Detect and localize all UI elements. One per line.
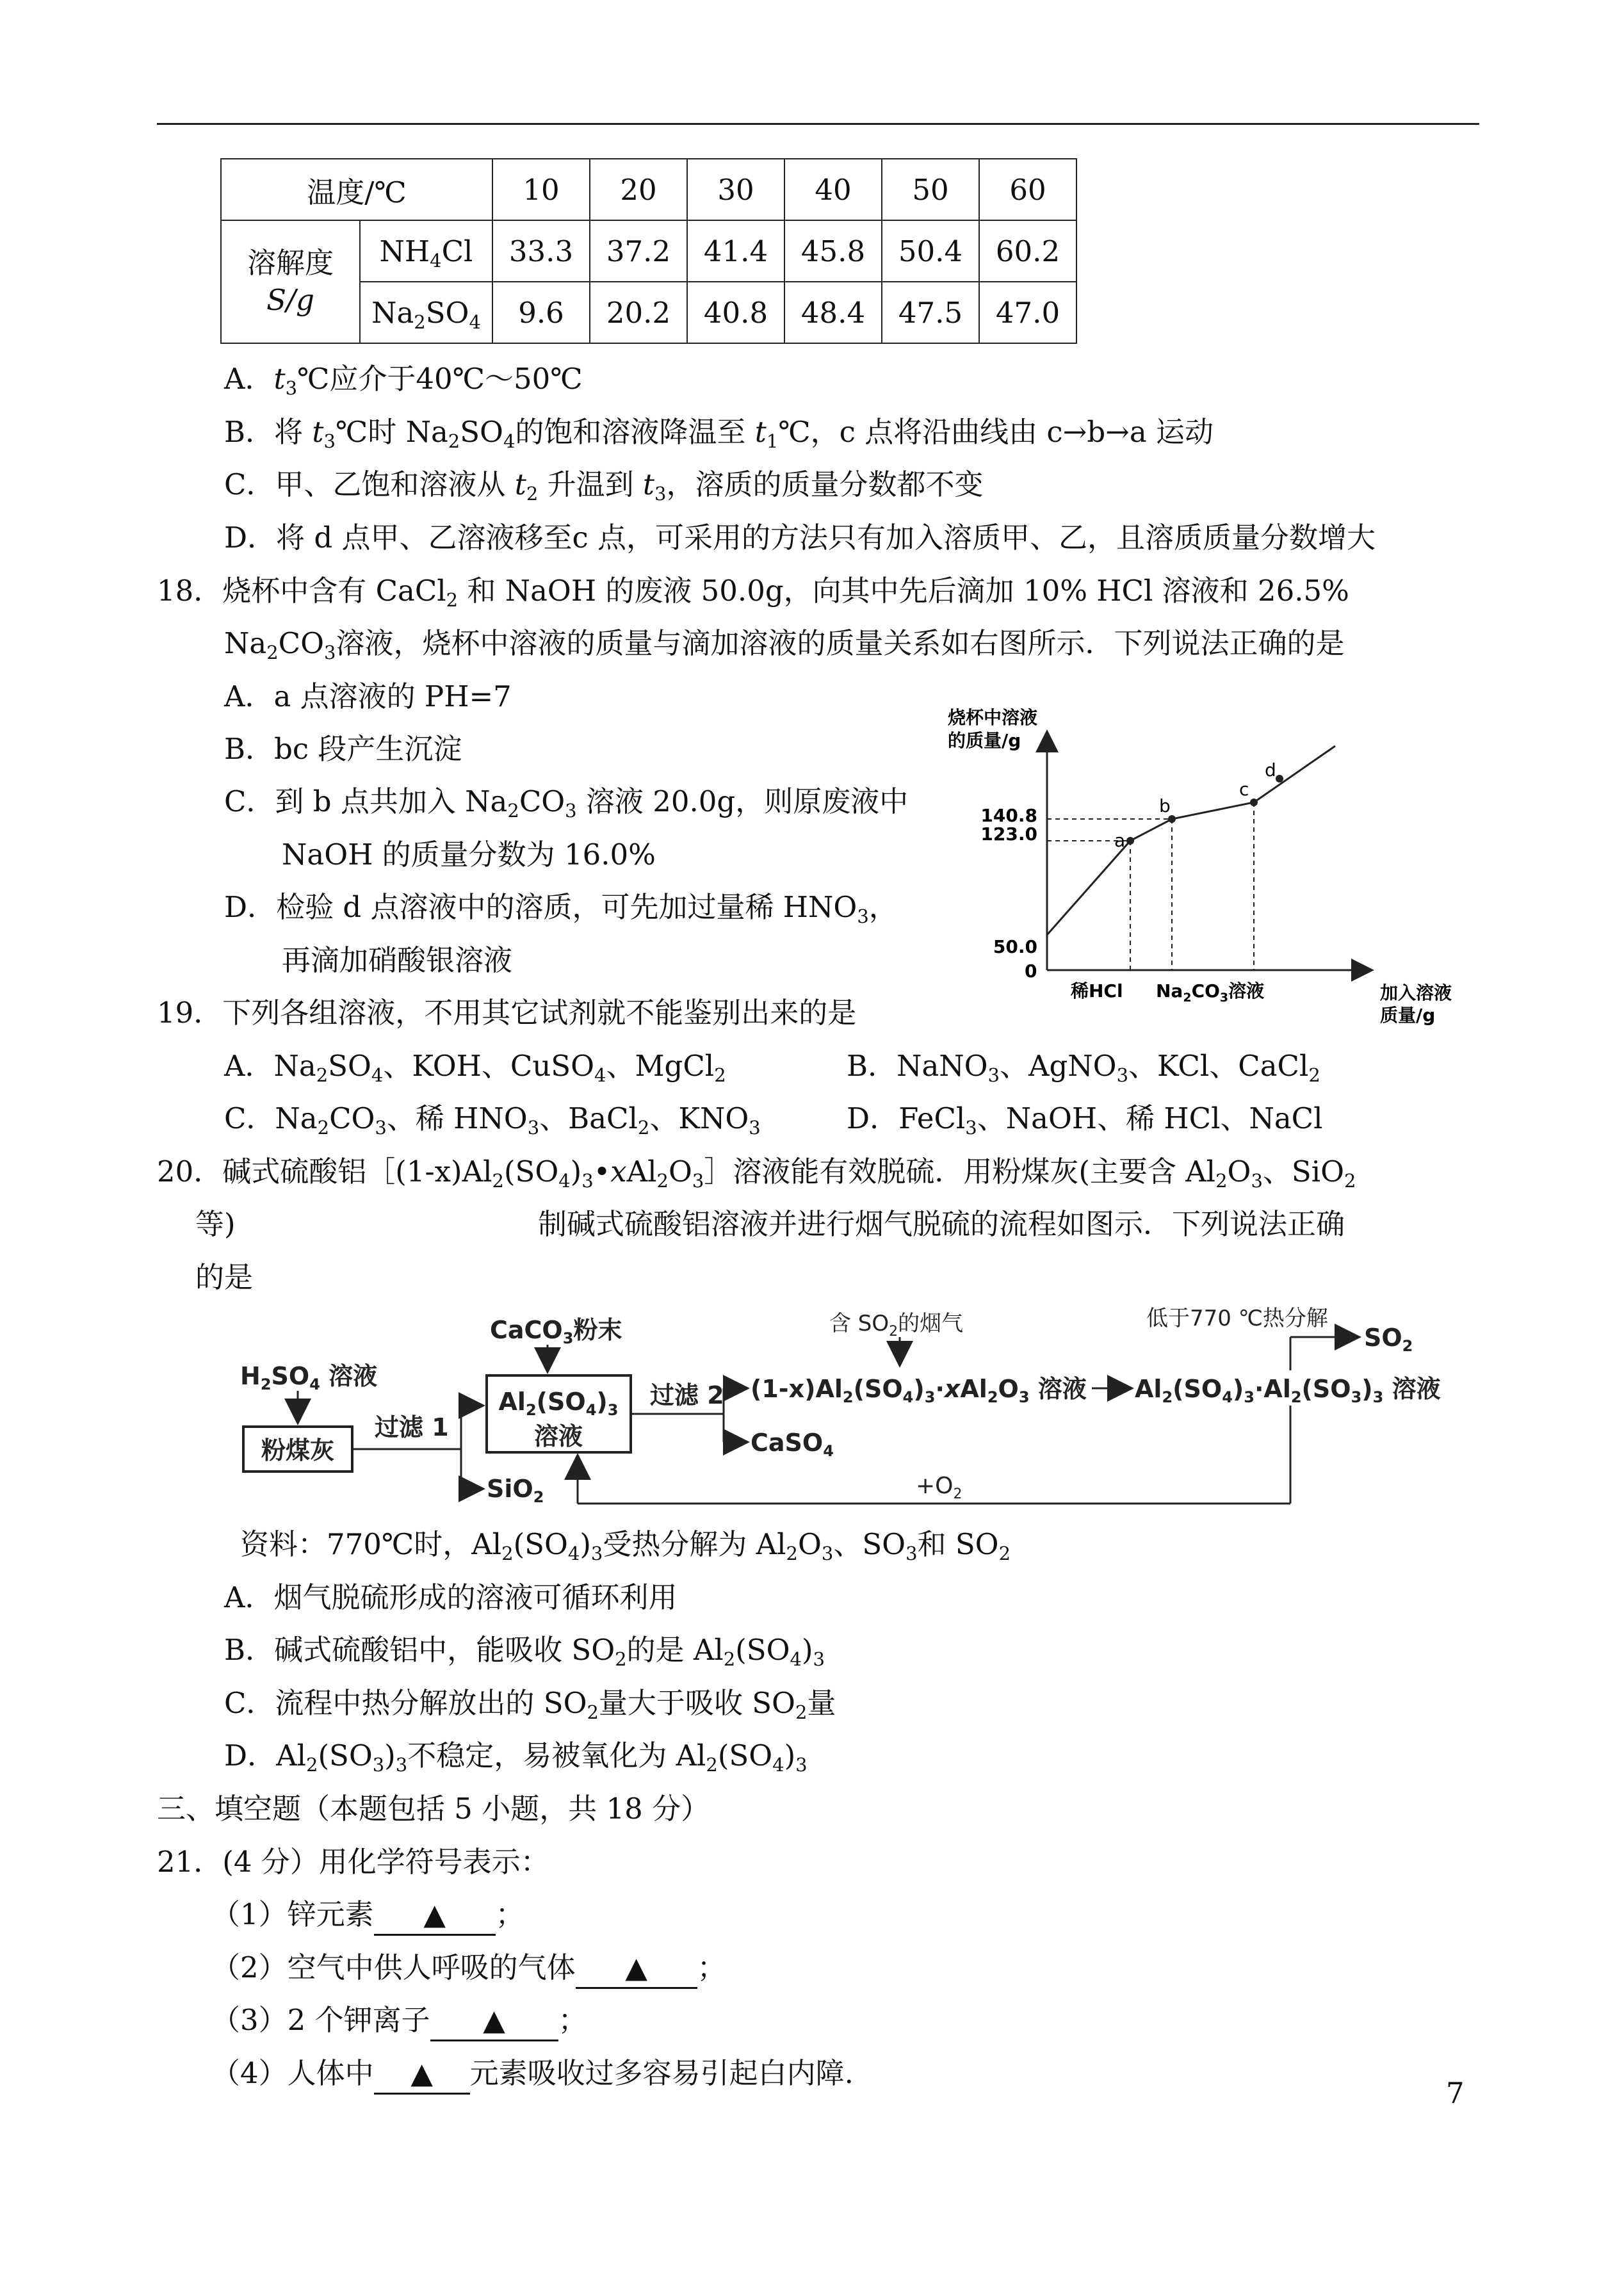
q21-part-4: （4）人体中 ▲ 元素吸收过多容易引起白内障. xyxy=(211,2054,854,2095)
q21-part-2: （2）空气中供人呼吸的气体 ▲ ； xyxy=(211,1949,726,1989)
q20-stem: 制碱式硫酸铝溶液并进行烟气脱硫的流程如图示．下列说法正确 xyxy=(538,1207,1345,1241)
q20-option-a: A．烟气脱硫形成的溶液可循环利用 xyxy=(224,1580,678,1614)
answer-blank[interactable]: ▲ xyxy=(576,1949,697,1989)
solubility-label: 溶解度 S/g xyxy=(221,220,360,343)
table-cell: 37.2 xyxy=(590,220,687,282)
table-cell: 10 xyxy=(492,159,590,220)
table-cell: 47.5 xyxy=(882,282,979,343)
temp-header: 温度/℃ xyxy=(221,159,492,220)
q21-stem: 21．(4 分）用化学符号表示： xyxy=(157,1845,549,1879)
q20-option-c: C．流程中热分解放出的 $SO_2$量大于吸收 $SO_2$量 xyxy=(224,1686,836,1723)
q18-option-d: 再滴加硝酸银溶液 xyxy=(282,943,513,977)
na2so4-label: $Na_2SO_4$ xyxy=(360,282,492,343)
origin-label: 0 xyxy=(1025,961,1037,982)
flow-diagram xyxy=(231,1300,1479,1518)
so2-label: $SO_2$ xyxy=(1364,1324,1413,1355)
q19-option-b: B．NaNO$_3$、AgNO$_3$、KCl、CaCl$_2$ xyxy=(847,1049,1320,1086)
q17-option-d: D．将 d 点甲、乙溶液移至c 点，可采用的方法只有加入溶质甲、乙，且溶质质量分数增大 xyxy=(224,521,1376,555)
table-row xyxy=(221,159,1076,220)
page-number: 7 xyxy=(1446,2076,1465,2110)
o2-label: $+O_2$ xyxy=(916,1473,962,1502)
q19-stem: 19．下列各组溶液，不用其它试剂就不能鉴别出来的是 xyxy=(157,996,857,1030)
nh4cl-label: $NH_4Cl$ xyxy=(360,220,492,282)
q17-option-b: B．将 $t_3℃$时 $Na_2SO_4$的饱和溶液降温至 $t_1℃$，c 点将沿曲线由 c→b→a 运动 xyxy=(224,415,1214,452)
y-tick: 140.8 xyxy=(980,805,1037,826)
caso4-label: CaSO$_4$ xyxy=(751,1429,834,1460)
x-segment-label: $Na_2CO_3$溶液 xyxy=(1156,980,1265,1005)
caco3-label: CaCO$_3$粉末 xyxy=(490,1316,622,1347)
x-axis-label: 加入溶液 xyxy=(1380,982,1452,1003)
x-segment-label: 稀HCl xyxy=(1071,980,1123,1002)
table-cell: 20 xyxy=(590,159,687,220)
q20-stem: 的是 xyxy=(195,1260,254,1294)
q18-option-c: NaOH 的质量分数为 16.0% xyxy=(282,838,656,872)
answer-blank[interactable]: ▲ xyxy=(374,1895,496,1936)
point-label: b xyxy=(1159,795,1171,816)
q18-option-d: D．检验 d 点溶液中的溶质，可先加过量稀 $HNO_3$， xyxy=(224,890,898,927)
y-tick: 50.0 xyxy=(993,936,1037,957)
answer-blank[interactable]: ▲ xyxy=(374,2054,470,2095)
q20-option-b: B．碱式硫酸铝中，能吸收 $SO_2$的是 $Al_2(SO_4)_3$ xyxy=(224,1633,825,1670)
q21-part-3: （3）2 个钾离子 ▲ ； xyxy=(211,2001,587,2041)
q21-part-1: （1）锌元素 ▲ ； xyxy=(211,1895,524,1936)
y-axis-label: 烧杯中溶液 xyxy=(948,707,1038,728)
q19-option-d: D．FeCl$_3$、NaOH、稀 HCl、NaCl xyxy=(847,1101,1323,1139)
product2-label: $Al_2(SO_4)_3\cdot Al_2(SO_3)_3$ 溶液 xyxy=(1135,1375,1441,1406)
q18-stem: 18．烧杯中含有 CaCl$_2$ 和 NaOH 的废液 50.0g，向其中先后滴加 10% HCl 溶液和 26.5% xyxy=(157,574,1349,611)
point-label: d xyxy=(1265,759,1276,781)
mass-graph xyxy=(935,698,1479,1037)
product1-label: $(1-x)Al_2(SO_4)_3\cdot xAl_2O_3$ 溶液 xyxy=(751,1375,1087,1406)
table-cell: 30 xyxy=(687,159,784,220)
h2so4-label: $H_2SO_4$ 溶液 xyxy=(240,1362,378,1393)
al2so43-label: $Al_2(SO_4)_3$ xyxy=(498,1388,619,1419)
table-cell: 45.8 xyxy=(784,220,882,282)
table-cell: 33.3 xyxy=(492,220,590,282)
point-label: c xyxy=(1239,779,1249,800)
answer-blank[interactable]: ▲ xyxy=(430,2001,558,2041)
q17-option-a: A．$t_3℃$应介于40℃～50℃ xyxy=(224,362,583,399)
table-cell: 40.8 xyxy=(687,282,784,343)
q20-stem: 20．碱式硫酸铝$[(1-x)Al_2(SO_4)_3•xAl_2O_3]$溶液能有效脱硫．用粉煤灰(主要含 $Al_2O_3$、SiO$_2$ xyxy=(157,1155,1356,1192)
filter2-label: 过滤 2 xyxy=(650,1381,724,1409)
q18-stem: $Na_2CO_3$溶液，烧杯中溶液的质量与滴加溶液的质量关系如右图所示．下列说法正确的是 xyxy=(224,626,1345,663)
table-cell: 60.2 xyxy=(979,220,1076,282)
header-rule xyxy=(157,123,1479,125)
x-axis-label: 质量/g xyxy=(1380,1005,1436,1026)
q20-stem: 等) xyxy=(195,1207,236,1241)
table-cell: 48.4 xyxy=(784,282,882,343)
y-axis-label: 的质量/g xyxy=(948,730,1021,751)
solution-label: 溶液 xyxy=(533,1422,583,1450)
solubility-table xyxy=(220,158,1077,344)
q17-option-c: C．甲、乙饱和溶液从 $t_2$ 升温到 $t_3$，溶质的质量分数都不变 xyxy=(224,467,984,505)
decomp-label: 低于770 ℃热分解 xyxy=(1146,1306,1328,1331)
table-cell: 60 xyxy=(979,159,1076,220)
point-label: a xyxy=(1114,830,1126,851)
table-row xyxy=(221,220,1076,282)
q20-note: 资料：770℃时，$Al_2(SO_4)_3$受热分解为 $Al_2O_3$、$SO_3$和 $SO_2$ xyxy=(240,1527,1011,1564)
flue-gas-label: 含 $SO_2$的烟气 xyxy=(829,1311,964,1340)
table-cell: 47.0 xyxy=(979,282,1076,343)
q18-option-c: C．到 b 点共加入 $Na_2CO_3$ 溶液 20.0g，则原废液中 xyxy=(224,784,909,822)
point-a xyxy=(1126,837,1134,845)
point-d xyxy=(1276,775,1283,783)
point-c xyxy=(1250,799,1258,806)
q18-option-b: B．bc 段产生沉淀 xyxy=(224,732,462,766)
y-tick: 123.0 xyxy=(980,823,1037,845)
q19-option-c: C．$Na_2CO_3$、稀 $HNO_3$、BaCl$_2$、$KNO_3$ xyxy=(224,1101,761,1139)
q18-option-a: A．a 点溶液的 PH=7 xyxy=(224,679,512,713)
sio2-label: SiO$_2$ xyxy=(487,1475,544,1506)
table-cell: 50.4 xyxy=(882,220,979,282)
q20-option-d: D．$Al_2(SO_3)_3$不稳定，易被氧化为 $Al_2(SO_4)_3$ xyxy=(224,1739,808,1776)
flyash-label: 粉煤灰 xyxy=(261,1436,335,1464)
table-cell: 9.6 xyxy=(492,282,590,343)
table-cell: 50 xyxy=(882,159,979,220)
table-cell: 40 xyxy=(784,159,882,220)
table-cell: 20.2 xyxy=(590,282,687,343)
section-heading: 三、填空题（本题包括 5 小题，共 18 分） xyxy=(157,1792,710,1826)
table-cell: 41.4 xyxy=(687,220,784,282)
filter1-label: 过滤 1 xyxy=(375,1413,449,1441)
q19-option-a: A．$Na_2SO_4$、KOH、CuSO$_4$、MgCl$_2$ xyxy=(224,1049,726,1086)
